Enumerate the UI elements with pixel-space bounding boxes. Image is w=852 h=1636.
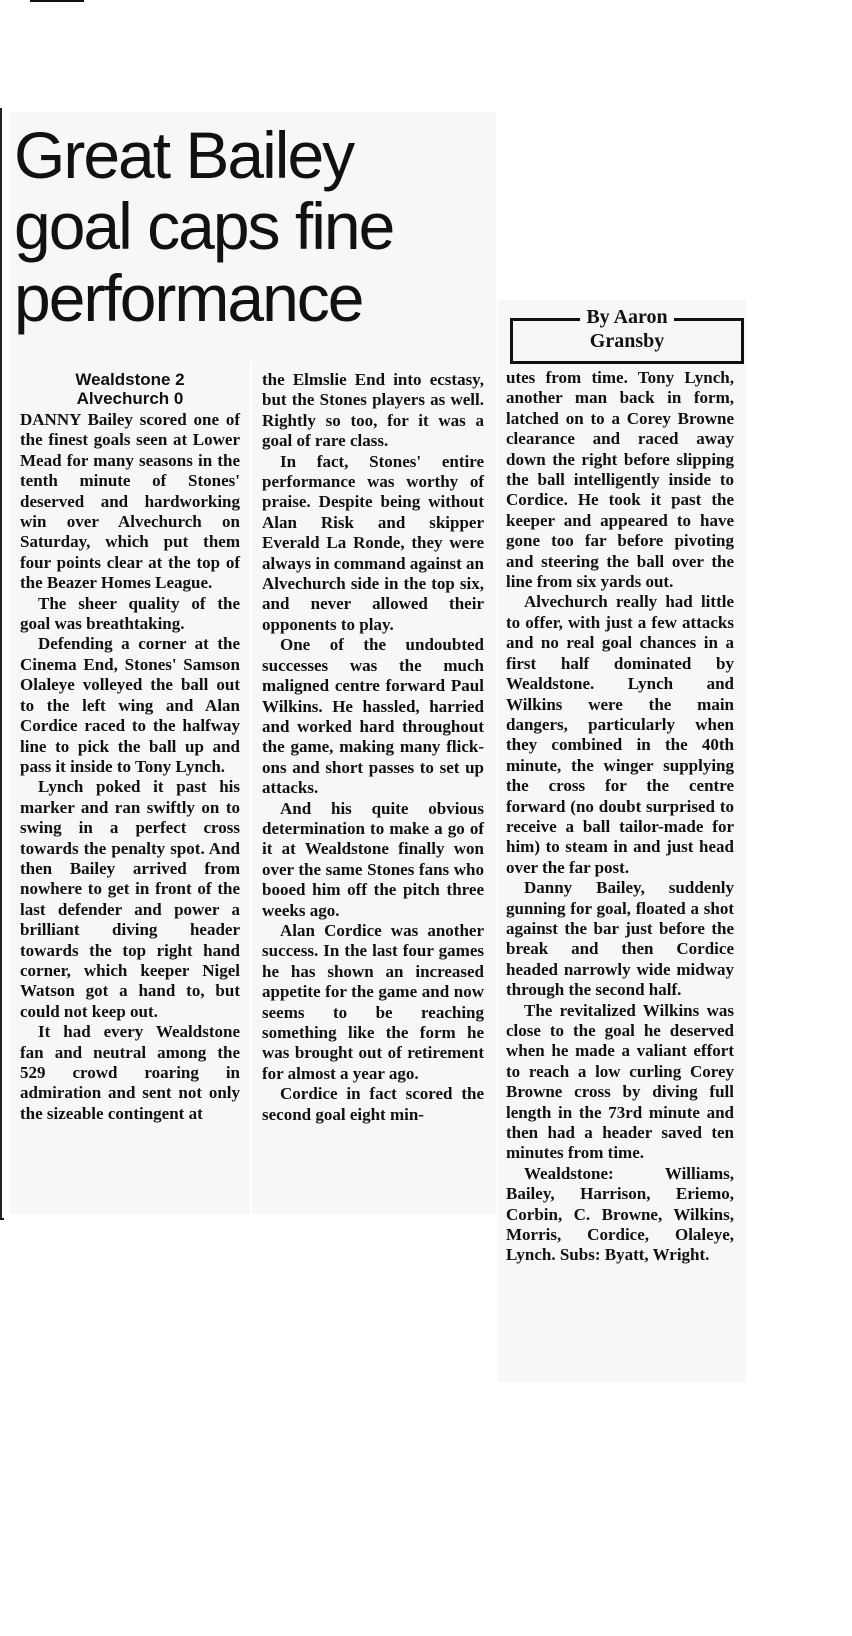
article-column-3 [506, 368, 734, 1266]
paragraph: One of the undoubted successes was the much maligned centre forward Paul Wilkins. He hassled, harried and worked hard throughout the game, making many flick-ons and short passes to set up attacks. [262, 635, 484, 798]
paragraph: Alvechurch really had little to offer, with just a few attacks and no real goal chances in a first half dominated by Wealdstone. Lynch and Wilkins were the main dangers, particularly when they combined in the 40th minute, the winger supplying the cross for the centre forward (no doubt surprised to receive a ball tailor-made for him) to steam in and just head over the far post. [506, 592, 734, 877]
paragraph: the Elmslie End into ecstasy, but the Stones players as well. Rightly so too, for it was a goal of rare class. [262, 370, 484, 451]
top-rule [30, 0, 84, 2]
lineup-team-name: Wealdstone: [524, 1163, 614, 1183]
byline-author-line-1: By Aaron [513, 306, 741, 328]
paragraph: utes from time. Tony Lynch, another man back in form, latched on to a Corey Browne clearance and raced away down the right before slipping the ball intelligently inside to Cordice. He took it past the keeper and appeared to have gone too far before pivoting and steering the ball over the line from six yards out. [506, 368, 734, 592]
paragraph: And his quite obvious determination to make a go of it at Wealdstone finally won over the same Stones fans who booed him off the pitch three weeks ago. [262, 798, 484, 920]
headline [14, 120, 494, 334]
score-away: Alvechurch 0 [76, 389, 184, 408]
score-home: Wealdstone 2 [75, 370, 185, 389]
paragraph: Danny Bailey, suddenly gunning for goal, floated a shot against the bar just before the break and then Cordice headed narrowly wide midway through the second half. [506, 878, 734, 1000]
paragraph: Cordice in fact scored the second goal eight min- [262, 1084, 484, 1124]
page-edge-line [0, 108, 2, 1218]
headline-line-1: Great Bailey [14, 118, 354, 192]
team-lineup [506, 1164, 734, 1266]
paragraph: The sheer quality of the goal was breathtaking. [20, 593, 240, 634]
paragraph: DANNY Bailey scored one of the finest goals seen at Lower Mead for many seasons in the tenth minute of Stones' deserved and hardworking win over Alvechurch on Saturday, which put them four points clear at the top of the Beazer Homes League. [20, 410, 240, 593]
byline-box [510, 306, 744, 364]
headline-line-3: performance [14, 260, 363, 335]
edge-mark [0, 1218, 4, 1220]
byline-author-line-2: Gransby [589, 330, 665, 352]
paragraph: Lynch poked it past his marker and ran swiftly on to swing in a perfect cross towards the penalty spot. And then Bailey arrived from nowhere to get in front of the last defender and power a brilliant diving header towards the top right hand corner, which keeper Nigel Watson got a hand to, but could not keep out. [20, 777, 240, 1021]
article-column-1 [20, 370, 240, 1124]
paragraph: Alan Cordice was another success. In the last four games he has shown an increased appetite for the game and now seems to be reaching something like the form he was brought out of retirement for almost a year ago. [262, 920, 484, 1083]
lineup-players: Williams, Bailey, Harrison, Eriemo, Corbin, C. Browne, Wilkins, Morris, Cordice, Olaleye, Lynch. Subs: Byatt, Wright. [506, 1163, 734, 1265]
paragraph: Defending a corner at the Cinema End, Stones' Samson Olaleye volleyed the ball out to the left wing and Alan Cordice raced to the halfway line to pick the ball up and pass it inside to Tony Lynch. [20, 634, 240, 776]
paragraph: The revitalized Wilkins was close to the goal he deserved when he made a valiant effort to reach a low curling Corey Browne cross by diving full length in the 73rd minute and then had a header saved ten minutes from time. [506, 1000, 734, 1163]
paragraph: It had every Wealdstone fan and neutral among the 529 crowd roaring in admiration and sent not only the sizeable contingent at [20, 1022, 240, 1123]
article-column-2 [262, 370, 484, 1125]
paragraph: In fact, Stones' entire performance was worthy of praise. Despite being without Alan Risk and skipper Everald La Ronde, they were always in command against an Alvechurch side in the top six, and never allowed their opponents to play. [262, 451, 484, 634]
headline-line-2: goal caps fine [14, 189, 394, 264]
